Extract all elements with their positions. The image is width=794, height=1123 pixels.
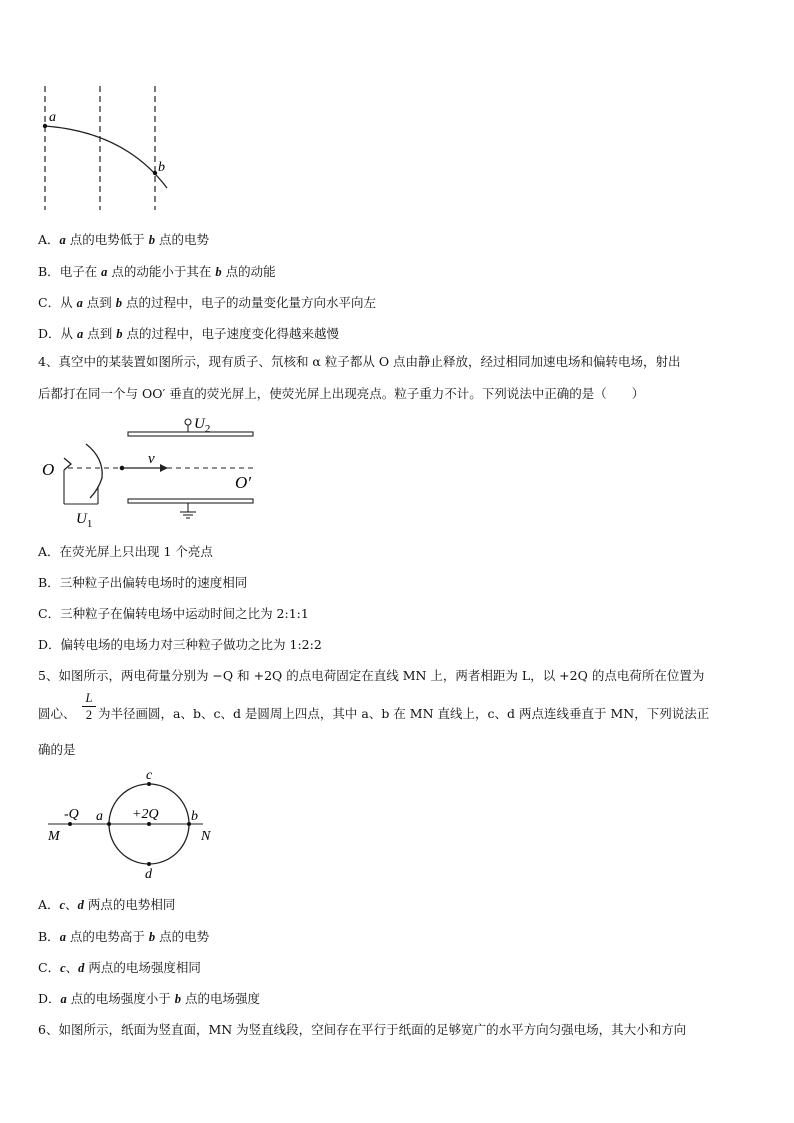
label-m: M	[48, 829, 60, 844]
label-c: c	[146, 768, 153, 783]
option-text: 点的动能小于其在	[107, 264, 216, 279]
terminal-u2	[185, 419, 191, 425]
point-symbol: a	[60, 992, 67, 1006]
option-letter: C．	[38, 606, 61, 621]
option-letter: A．	[38, 232, 60, 247]
option-text: 在荧光屏上只出现 1 个亮点	[59, 544, 213, 559]
option-text: 点到	[83, 326, 117, 341]
option-text: 从	[60, 326, 78, 341]
point-symbol: b	[174, 992, 181, 1006]
point-symbol: a	[59, 930, 66, 944]
option-d	[38, 324, 339, 342]
option-b	[38, 573, 247, 591]
label-plus-2q: +2Q	[132, 807, 159, 822]
option-text: 、	[65, 897, 78, 912]
point-symbol: a	[59, 233, 66, 247]
point-symbol: c	[59, 898, 66, 912]
label-a: a	[49, 110, 56, 125]
q6-stem-line1: 6、如图所示，纸面为竖直面，MN 为竖直线段，空间存在平行于纸面的足够宽广的水平方向匀强电场，其大小和方向	[38, 1022, 687, 1037]
option-text: 点的电势低于	[65, 232, 149, 247]
point-symbol: a	[76, 296, 83, 310]
point-symbol: b	[148, 930, 156, 944]
option-d	[38, 635, 322, 653]
lower-plate	[128, 499, 253, 503]
point-symbol: b	[215, 265, 222, 279]
q4-stem-line2: 后都打在同一个与 OO′ 垂直的荧光屏上，使荧光屏上出现亮点。粒子重力不计。下列说法中正确的是（ ）	[38, 386, 645, 401]
option-text: 点的电势高于	[65, 929, 149, 944]
option-text: 电子在	[59, 264, 102, 279]
option-text: 从	[60, 295, 77, 310]
q4-stem-line1: 4、真空中的某装置如图所示，现有质子、氘核和 α 粒子都从 O 点由静止释放，经过相同加速电场和偏转电场，射出	[38, 354, 681, 369]
option-letter: B．	[38, 575, 60, 590]
charge-plus-2q	[147, 822, 151, 826]
option-text: 点的电场强度	[180, 991, 260, 1006]
option-text: 点到	[82, 295, 116, 310]
option-c	[38, 293, 376, 311]
option-letter: C．	[38, 295, 61, 310]
point-symbol: b	[115, 296, 123, 310]
q5-stem-line1: 5、如图所示，两电荷量分别为 −Q 和 +2Q 的点电荷固定在直线 MN 上，两者相距为 L，以 +2Q 的点电荷所在位置为	[38, 668, 705, 683]
label-u1: $U_1$	[76, 511, 93, 530]
option-a	[38, 230, 209, 248]
option-text: 点的电场强度小于	[66, 991, 175, 1006]
option-letter: C．	[38, 960, 61, 975]
label-a: a	[96, 809, 103, 824]
label-v: v	[148, 451, 155, 467]
point-symbol: b	[116, 327, 123, 341]
option-text: 点的电势	[155, 929, 210, 944]
option-text: 三种粒子出偏转电场时的速度相同	[59, 575, 248, 590]
option-c	[38, 958, 201, 976]
label-n: N	[201, 829, 211, 844]
q5-fraction	[82, 690, 96, 723]
label-minus-q: -Q	[64, 807, 79, 822]
q5-line2-pre: 圆心、	[38, 706, 76, 721]
point-a	[43, 124, 47, 128]
option-letter: D．	[38, 991, 61, 1006]
label-b: b	[158, 160, 165, 175]
option-text: 点的电势	[154, 232, 209, 247]
option-b	[38, 262, 276, 280]
figure-trajectory	[30, 80, 180, 215]
fraction-denominator: 2	[85, 708, 93, 722]
option-letter: B．	[38, 929, 60, 944]
label-d: d	[145, 867, 152, 880]
option-letter: A．	[38, 897, 60, 912]
charge-minus-q	[68, 822, 72, 826]
point-symbol: c	[60, 961, 66, 975]
figure-charges-circle	[38, 768, 228, 880]
label-o: O	[42, 460, 55, 479]
option-text: 、	[65, 960, 79, 975]
fraction-numerator: L	[85, 691, 93, 705]
option-text: 偏转电场的电场力对三种粒子做功之比为 1:2:2	[60, 637, 322, 652]
option-text: 两点的电场强度相同	[84, 960, 201, 975]
point-a	[107, 822, 111, 826]
q5-stem-line3: 确的是	[38, 742, 76, 757]
point-symbol: a	[77, 327, 84, 341]
arrow-head-icon	[160, 464, 168, 472]
upper-plate	[128, 432, 253, 436]
option-a	[38, 895, 175, 913]
label-o-prime: O′	[235, 473, 251, 492]
option-text: 两点的电势相同	[83, 897, 176, 912]
option-text: 点的动能	[221, 264, 276, 279]
label-u2: $U_2$	[194, 416, 211, 435]
option-letter: D．	[38, 637, 61, 652]
option-text: 点的过程中，电子速度变化得越来越慢	[122, 326, 339, 341]
option-letter: D．	[38, 326, 61, 341]
point-symbol: b	[148, 233, 155, 247]
option-letter: A．	[38, 544, 60, 559]
option-a	[38, 542, 213, 560]
point-symbol: d	[78, 961, 85, 975]
option-letter: B．	[38, 264, 60, 279]
point-d	[147, 862, 151, 866]
point-symbol: a	[101, 265, 108, 279]
option-c	[38, 604, 309, 622]
q5-line2-post: 为半径画圆，a、b、c、d 是圆周上四点，其中 a、b 在 MN 直线上，c、d 两点连线垂直于 MN，下列说法正	[98, 706, 710, 721]
trajectory-curve	[45, 126, 167, 188]
figure-apparatus	[38, 412, 270, 532]
option-text: 点的过程中，电子的动量变化量方向水平向左	[122, 295, 376, 310]
point-symbol: d	[77, 898, 84, 912]
point-b	[153, 171, 157, 175]
option-text: 三种粒子在偏转电场中运动时间之比为 2:1:1	[60, 606, 309, 621]
option-d	[38, 989, 260, 1007]
option-b	[38, 927, 209, 945]
label-b: b	[191, 809, 198, 824]
right-electrode	[86, 444, 102, 498]
